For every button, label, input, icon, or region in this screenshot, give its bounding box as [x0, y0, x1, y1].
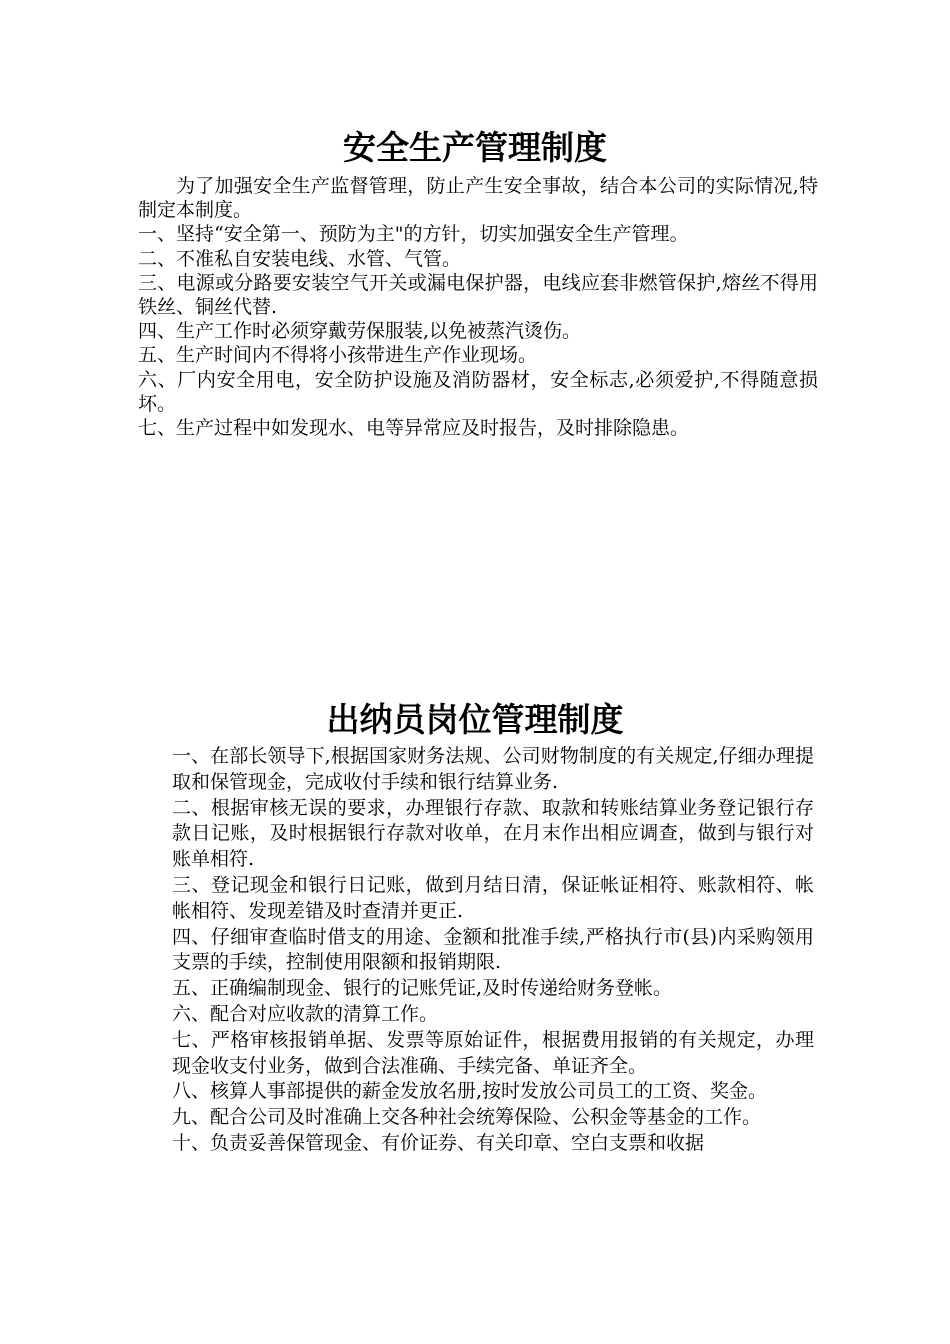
- cashier-duties-section: [0, 700, 950, 1154]
- rule-item: 一、坚持“安全第一、预防为主"的方针，切实加强安全生产管理。: [138, 223, 689, 246]
- duty-item: 七、严格审核报销单据、发票等原始证件，根据费用报销的有关规定，办理现金收支付业务，做到合法准确、手续完备、单证齐全。: [172, 1028, 814, 1077]
- duty-item: 五、正确编制现金、银行的记账凭证,及时传递给财务登帐。: [172, 977, 673, 1000]
- duty-item: 十、负责妥善保管现金、有价证券、有关印章、空白支票和收据: [172, 1131, 705, 1154]
- rule-item: 四、生产工作时必须穿戴劳保服装,以免被蒸汽烫伤。: [138, 320, 582, 343]
- rule-item: 二、不准私自安装电线、水管、气管。: [138, 247, 462, 270]
- duty-item: 四、仔细审查临时借支的用途、金额和批准手续,严格执行市(县)内采购领用支票的手续，控制使用限额和报销期限.: [172, 925, 814, 974]
- duty-item: 二、根据审核无误的要求，办理银行存款、取款和转账结算业务登记银行存款日记账，及时根据银行存款对收单，在月末作出相应调查，做到与银行对账单相符.: [172, 796, 814, 871]
- duty-item: 六、配合对应收款的清算工作。: [172, 1002, 439, 1025]
- section-title: 安全生产管理制度: [343, 128, 607, 167]
- safety-production-section: [0, 128, 950, 440]
- intro-paragraph: 为了加强安全生产监督管理，防止产生安全事故，结合本公司的实际情况,特制定本制度。: [138, 175, 818, 222]
- rule-item: 六、厂内安全用电，安全防护设施及消防器材，安全标志,必须爱护,不得随意损坏。: [138, 368, 818, 415]
- duty-item: 九、配合公司及时准确上交各种社会统筹保险、公积金等基金的工作。: [172, 1106, 762, 1129]
- rule-item: 三、电源或分路要安装空气开关或漏电保护器，电线应套非燃管保护,熔丝不得用铁丝、铜丝代替.: [138, 271, 818, 319]
- duty-item: 八、核算人事部提供的薪金发放名册,按时发放公司员工的工资、奖金。: [172, 1080, 768, 1103]
- rule-item: 五、生产时间内不得将小孩带进生产作业现场。: [138, 344, 538, 367]
- rule-item: 七、生产过程中如发现水、电等异常应及时报告，及时排除隐患。: [138, 417, 690, 440]
- section-body: [138, 174, 818, 440]
- section-body: [172, 744, 814, 1157]
- duty-item: 一、在部长领导下,根据国家财务法规、公司财物制度的有关规定,仔细办理提取和保管现金，完成收付手续和银行结算业务.: [172, 745, 814, 793]
- section-title: 出纳员岗位管理制度: [326, 700, 624, 739]
- duty-item: 三、登记现金和银行日记账，做到月结日清，保证帐证相符、账款相符、帐帐相符、发现差错及时查清并更正.: [172, 873, 814, 922]
